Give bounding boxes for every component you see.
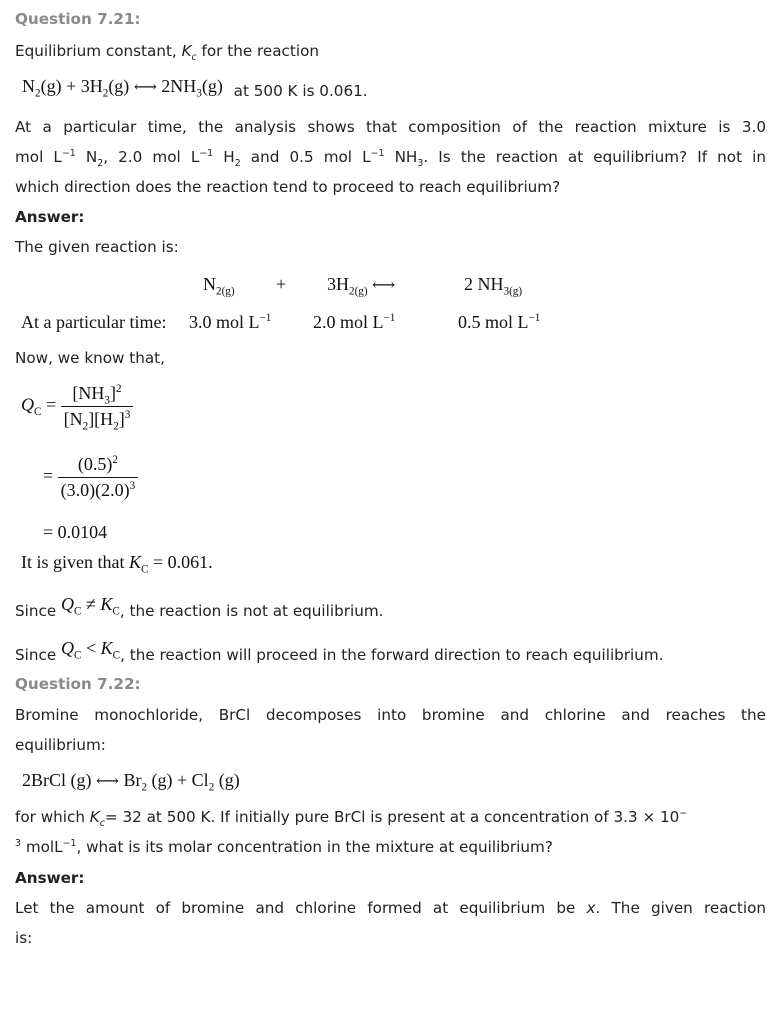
reaction-equation: 2BrCl (g) ⟷ $Br_2$ $(g) + Cl_2$ (g) xyxy=(22,770,240,794)
since-not-equilibrium: Since $Q_C \ne K_C$, the reaction is not at equilibrium. xyxy=(15,594,384,620)
paragraph-line: Bromine monochloride, BrCl decomposes into bromine and chlorine and reaches the xyxy=(15,706,766,724)
equilibrium-arrow: ⟷ xyxy=(133,79,157,96)
given-kc: It is given that $K_C = 0.061$. xyxy=(21,552,213,576)
question-heading: Question 7.22: xyxy=(15,675,141,693)
paragraph-line: mol $L^{-1}$ $N_2$, 2.0 mol $L^{-1}$ $H_2$ and 0.5 mol $L^{-1}$ $NH_3$. Is the reaction at equilibrium? If not in xyxy=(15,147,766,170)
question-heading: Question 7.21: xyxy=(15,10,141,28)
given-text: The given reaction is: xyxy=(15,238,179,256)
answer-label: Answer: xyxy=(15,869,85,887)
table-conc-h2: 2.0 mol $L^{-1}$ xyxy=(313,312,396,332)
paragraph-line: Let the amount of bromine and chlorine formed at equilibrium be x. The given reaction xyxy=(15,899,766,917)
table-species-n2: $N_{2(g)}$ xyxy=(203,274,235,298)
table-conc-n2: 3.0 mol $L^{-1}$ xyxy=(189,312,272,332)
qc-substitution: = $\frac{(0.5)^2}{(3.0)(2.0)^3}$ xyxy=(43,454,138,501)
table-species-h2: $3H_{2(g)}$ ⟷ xyxy=(327,274,396,298)
substitution-fraction: $\frac{(0.5)^2}{(3.0)(2.0)^3}$ xyxy=(58,454,139,501)
since-forward-direction: Since $Q_C < K_C$, the reaction will proceed in the forward direction to reach equilibrium. xyxy=(15,638,664,664)
table-row-label: At a particular time: xyxy=(21,312,167,332)
answer-label: Answer: xyxy=(15,208,85,226)
paragraph-line: which direction does the reaction tend to proceed to reach equilibrium? xyxy=(15,178,561,196)
qc-expression: $Q_C$ = $\frac{[NH_3]^2}{[N_2][H_2]^3}$ xyxy=(21,383,133,430)
table-conc-nh3: 0.5 mol $L^{-1}$ xyxy=(458,312,541,332)
paragraph-line: equilibrium: xyxy=(15,736,106,754)
qc-fraction: $\frac{[NH_3]^2}{[N_2][H_2]^3}$ xyxy=(61,383,134,430)
paragraph-line: $^3$ molL$^{-1}$, what is its molar concentration in the mixture at equilibrium? xyxy=(15,837,553,856)
qc-result: = 0.0104 xyxy=(43,522,108,542)
intro-text: Equilibrium constant, $K_c$ for the reaction xyxy=(15,42,319,64)
reaction-equation: $N_2(g) + 3H_2(g)$ ⟷ $2NH_3(g)$ at 500 K is 0.061. xyxy=(22,76,368,100)
table-species-nh3: 2 $NH_{3(g)}$ xyxy=(464,274,523,298)
paragraph-line: At a particular time, the analysis shows that composition of the reaction mixture is 3.0 xyxy=(15,118,766,136)
paragraph-line: is: xyxy=(15,929,33,947)
table-plus: + xyxy=(276,274,287,294)
paragraph-line: for which $K_c= 32$ at 500 K. If initially pure BrCl is present at a concentration of 3.3 × 10− xyxy=(15,807,688,830)
equilibrium-arrow: ⟷ xyxy=(96,773,119,790)
now-text: Now, we know that, xyxy=(15,349,165,367)
